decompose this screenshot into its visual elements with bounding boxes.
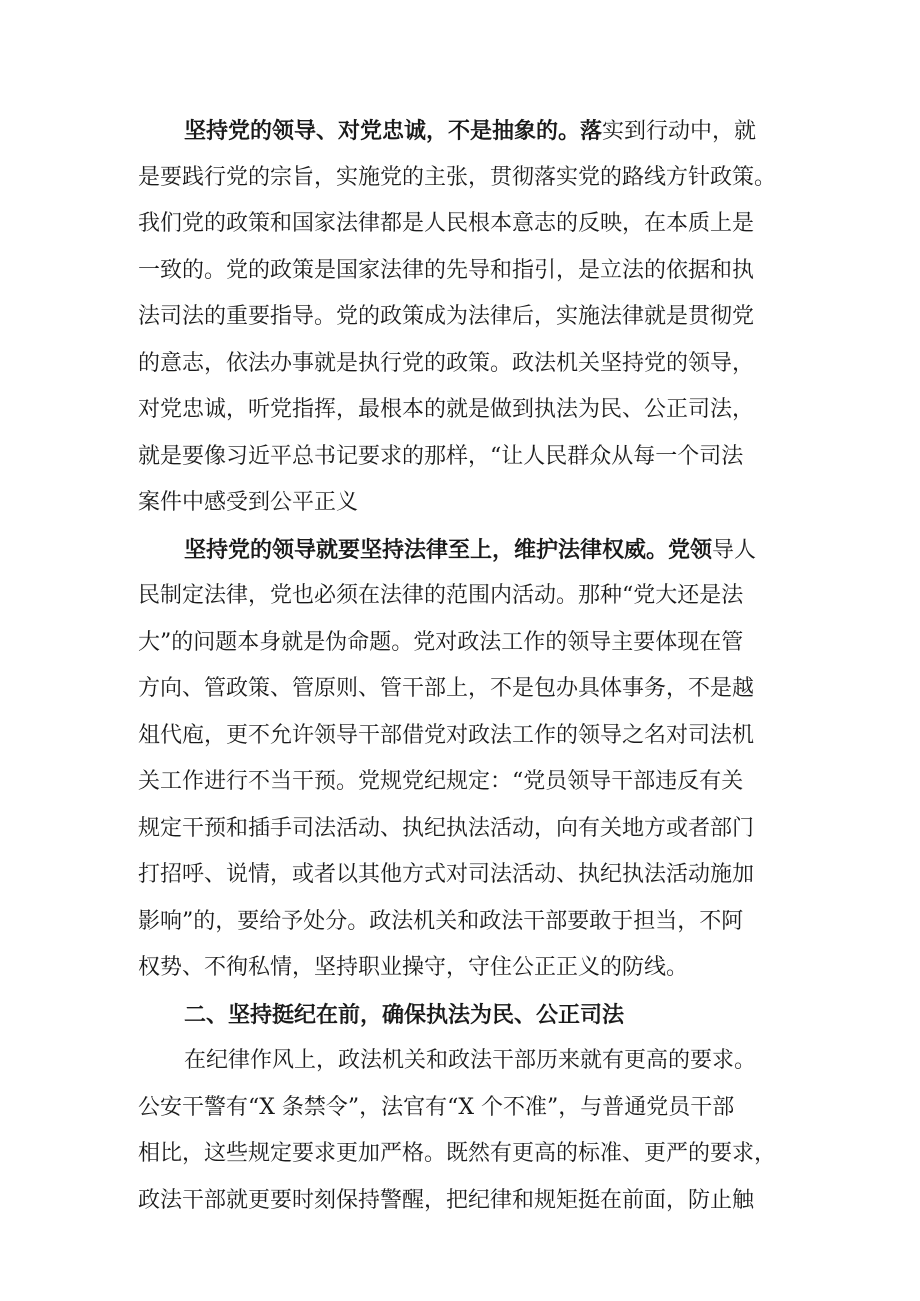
- paragraph-2-line: 大”的问题本身就是伪命题。党对政法工作的领导主要体现在管: [138, 629, 744, 655]
- paragraph-1-line: 就是要像习近平总书记要求的那样，“让人民群众从每一个司法: [138, 443, 744, 469]
- paragraph-2-line: 打招呼、说情，或者以其他方式对司法活动、执纪执法活动施加: [138, 862, 755, 887]
- paragraph-2-line: 俎代庖，更不允许领导干部借党对政法工作的领导之名对司法机: [138, 722, 755, 748]
- paragraph-2-line: 关工作进行不当干预。党规党纪规定：“党员领导干部违反有关: [138, 769, 744, 794]
- paragraph-3-line-1: 在纪律作风上，政法机关和政法干部历来就有更高的要求。: [184, 1048, 757, 1073]
- paragraph-2-line-1: [138, 527, 788, 574]
- paragraph-1-line-1-rest: 实到行动中，就: [602, 119, 757, 144]
- paragraph-3-line: 公安干警有“X 条禁令”，法官有“X 个不准”，与普通党员干部: [138, 1094, 735, 1120]
- paragraph-1-line: 一致的。党的政策是国家法律的先导和指引，是立法的依据和执: [138, 257, 755, 283]
- paragraph-2-lead: 坚持党的领导就要坚持法律至上，维护法律权威。党领: [184, 536, 713, 563]
- paragraph-1-line-1: [138, 108, 788, 155]
- paragraph-2-line: 权势、不徇私情，坚持职业操守，守住公正正义的防线。: [138, 955, 689, 980]
- section-heading-2: 二、坚持挺纪在前，确保执法为民、公正司法: [184, 1001, 625, 1028]
- paragraph-3-line: 政法干部就更要时刻保持警醒，把纪律和规矩挺在前面，防止触: [138, 1187, 755, 1213]
- paragraph-1-line: 是要践行党的宗旨，实施党的主张，贯彻落实党的路线方针政策。: [138, 164, 777, 190]
- paragraph-2-line: 民制定法律，党也必须在法律的范围内活动。那种“党大还是法: [138, 583, 744, 608]
- paragraph-2-line: 影响”的，要给予处分。政法机关和政法干部要敢于担当，不阿: [138, 908, 744, 934]
- paragraph-2-line: 规定干预和插手司法活动、执纪执法活动，向有关地方或者部门: [138, 815, 755, 841]
- paragraph-1-line: 的意志，依法办事就是执行党的政策。政法机关坚持党的领导，: [138, 350, 755, 376]
- paragraph-1-lead: 坚持党的领导、对党忠诚，不是抽象的。落: [184, 118, 603, 144]
- paragraph-1-line: 我们党的政策和国家法律都是人民根本意志的反映，在本质上是: [138, 211, 755, 236]
- paragraph-1-line: 对党忠诚，听党指挥，最根本的就是做到执法为民、公正司法，: [138, 397, 755, 422]
- paragraph-1-line: 法司法的重要指导。党的政策成为法律后，实施法律就是贯彻党: [138, 304, 755, 329]
- paragraph-3-line: 相比，这些规定要求更加严格。既然有更高的标准、更严的要求，: [138, 1141, 777, 1166]
- document-body: [138, 108, 788, 1224]
- paragraph-1-line: 案件中感受到公平正义: [138, 490, 359, 515]
- paragraph-2-line-1-rest: 导人: [712, 537, 757, 563]
- paragraph-2-line: 方向、管政策、管原则、管干部上，不是包办具体事务，不是越: [138, 676, 755, 701]
